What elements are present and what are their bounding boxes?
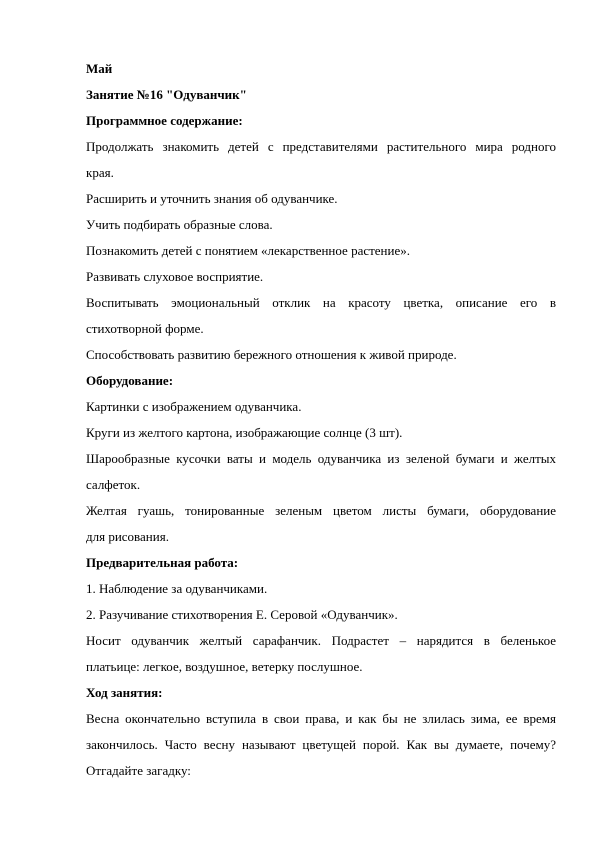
prework-list <box>86 576 556 680</box>
course-line-1: Весна окончательно вступила в свои права, и как бы не злилась зима, ее время <box>86 711 556 726</box>
program-item-6-line-2: стихотворной форме. <box>86 321 204 336</box>
equipment-list <box>86 394 556 550</box>
equipment-heading: Оборудование: <box>86 373 174 388</box>
month-heading: Май <box>86 61 113 76</box>
course-text <box>86 706 556 784</box>
program-item-4: Познакомить детей с понятием «лекарственное растение». <box>86 243 410 258</box>
equipment-item-3-line-2: салфеток. <box>86 477 141 492</box>
course-heading: Ход занятия: <box>86 685 163 700</box>
prework-item-2: 2. Разучивание стихотворения Е. Серовой «Одуванчик». <box>86 607 398 622</box>
lesson-title: Занятие №16 "Одуванчик" <box>86 87 247 102</box>
equipment-item-3-line-1: Шарообразные кусочки ваты и модель одуванчика из зеленой бумаги и желтых <box>86 451 556 466</box>
program-item-5: Развивать слуховое восприятие. <box>86 269 264 284</box>
program-heading: Программное содержание: <box>86 113 243 128</box>
equipment-item-2: Круги из желтого картона, изображающие солнце (3 шт). <box>86 425 403 440</box>
program-item-2: Расширить и уточнить знания об одуванчике. <box>86 191 338 206</box>
equipment-item-4-line-1: Желтая гуашь, тонированные зеленым цветом листы бумаги, оборудование <box>86 503 556 518</box>
program-item-1-line-1: Продолжать знакомить детей с представителями растительного мира родного <box>86 139 556 154</box>
program-item-6-line-1: Воспитывать эмоциональный отклик на красоту цветка, описание его в <box>86 295 556 310</box>
poem-line-1: Носит одуванчик желтый сарафанчик. Подрастет – нарядится в беленькое <box>86 633 556 648</box>
program-item-7: Способствовать развитию бережного отношения к живой природе. <box>86 347 457 362</box>
document-body <box>86 56 556 784</box>
course-line-2: закончилось. Часто весну называют цветущей порой. Как вы думаете, почему? <box>86 737 556 752</box>
equipment-item-1: Картинки с изображением одуванчика. <box>86 399 302 414</box>
poem-line-2: платьице: легкое, воздушное, ветерку послушное. <box>86 659 363 674</box>
equipment-item-4-line-2: для рисования. <box>86 529 169 544</box>
program-list <box>86 134 556 368</box>
program-item-3: Учить подбирать образные слова. <box>86 217 273 232</box>
prework-item-1: 1. Наблюдение за одуванчиками. <box>86 581 268 596</box>
program-item-1-line-2: края. <box>86 165 114 180</box>
course-line-3: Отгадайте загадку: <box>86 763 191 778</box>
prework-heading: Предварительная работа: <box>86 555 239 570</box>
